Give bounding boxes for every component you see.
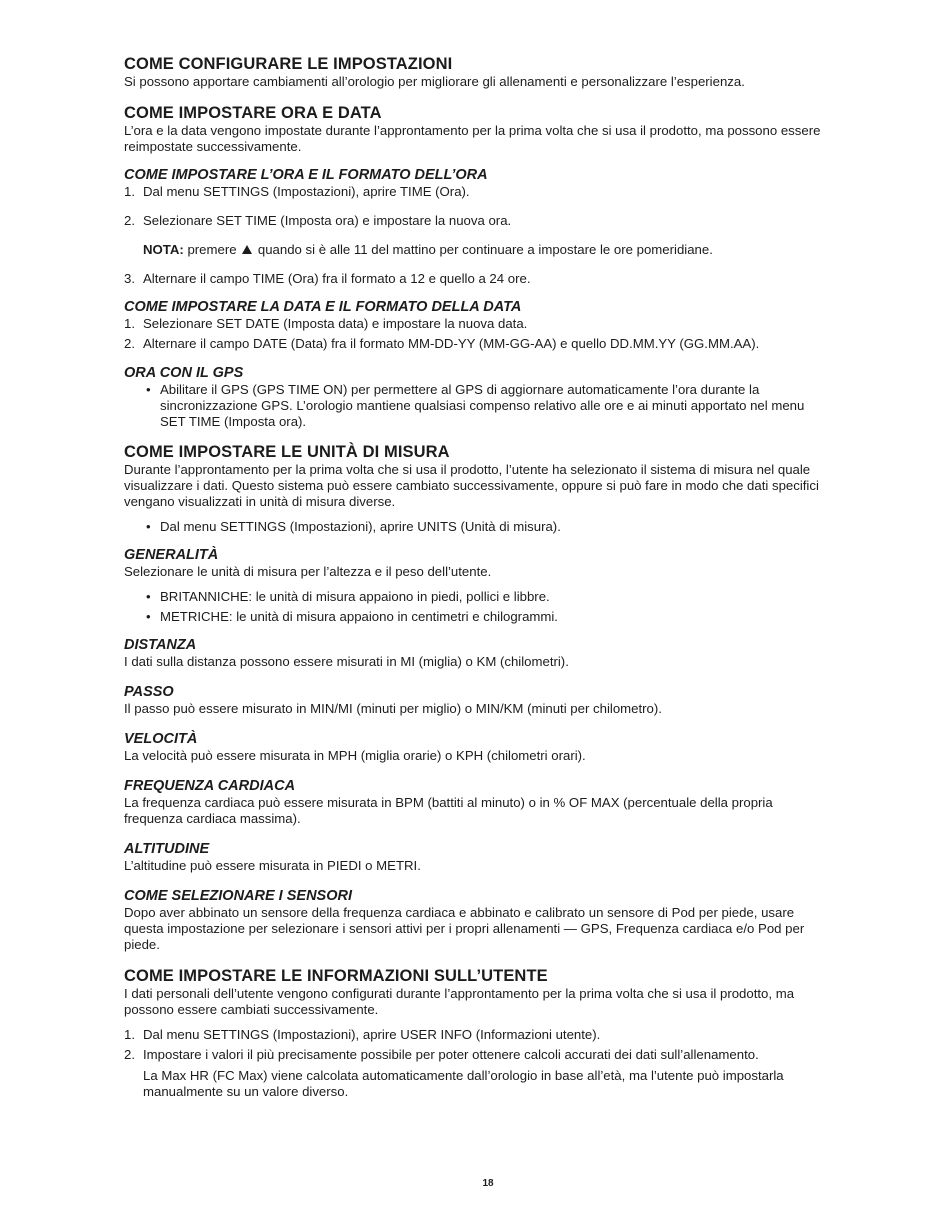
note-paragraph <box>124 242 828 258</box>
list-item <box>124 316 828 332</box>
bullet-icon: • <box>146 609 151 624</box>
list-text: Dal menu SETTINGS (Impostazioni), aprire USER INFO (Informazioni utente). <box>143 1027 601 1042</box>
list-item <box>124 1047 828 1063</box>
list-item <box>124 336 828 352</box>
heading-set-time-format: COME IMPOSTARE L’ORA E IL FORMATO DELL’ORA <box>124 167 488 183</box>
heading-user-info: COME IMPOSTARE LE INFORMAZIONI SULL’UTENTE <box>124 967 548 985</box>
bullet-text: METRICHE: le unità di misura appaiono in centimetri e chilogrammi. <box>160 609 558 624</box>
paragraph-max-hr: La Max HR (FC Max) viene calcolata automaticamente dall’orologio in base all’età, ma l’utente può impostarla manualmente su un valore diverso. <box>143 1068 784 1099</box>
list-text: Dal menu SETTINGS (Impostazioni), aprire TIME (Ora). <box>143 184 470 199</box>
list-number: 2. <box>124 336 135 351</box>
bullet-text: BRITANNICHE: le unità di misura appaiono in piedi, pollici e libbre. <box>160 589 550 604</box>
list-number: 3. <box>124 271 135 286</box>
document-page <box>124 52 828 1100</box>
bullet-item <box>124 609 828 625</box>
paragraph-time-date: L’ora e la data vengono impostate durante l’approntamento per la prima volta che si usa il prodotto, ma possono essere reimpostate successivamente. <box>124 123 821 154</box>
heading-configure-settings: COME CONFIGURARE LE IMPOSTAZIONI <box>124 55 453 73</box>
list-text: Alternare il campo DATE (Data) fra il formato MM-DD-YY (MM-GG-AA) e quello DD.MM.YY (GG.MM.AA). <box>143 336 760 351</box>
heading-set-time-date: COME IMPOSTARE ORA E DATA <box>124 104 382 122</box>
list-number: 1. <box>124 184 135 199</box>
heading-heart-rate: FREQUENZA CARDIACA <box>124 778 296 794</box>
paragraph-general: Selezionare le unità di misura per l’altezza e il peso dell’utente. <box>124 564 492 579</box>
paragraph-heart-rate: La frequenza cardiaca può essere misurata in BPM (battiti al minuto) o in % OF MAX (percentuale della propria frequenza cardiaca massima). <box>124 795 773 826</box>
list-number: 2. <box>124 1047 135 1062</box>
bullet-icon: • <box>146 589 151 604</box>
page-number: 18 <box>482 1178 494 1189</box>
paragraph-intro: Si possono apportare cambiamenti all’orologio per migliorare gli allenamenti e personalizzare l’esperienza. <box>124 74 745 89</box>
heading-select-sensors: COME SELEZIONARE I SENSORI <box>124 888 352 904</box>
paragraph-units: Durante l’approntamento per la prima volta che si usa il prodotto, l’utente ha selezionato il sistema di misura nel quale visualizzare i dati. Questo sistema può essere cambiato successivamente, oppure si può fare in modo che dati specifici vengano visualizzati in unità di misura diverse. <box>124 462 819 509</box>
list-text: Alternare il campo TIME (Ora) fra il formato a 12 e quello a 24 ore. <box>143 271 531 286</box>
list-number: 1. <box>124 316 135 331</box>
list-item <box>124 1027 828 1043</box>
paragraph-pace: Il passo può essere misurato in MIN/MI (minuti per miglio) o MIN/KM (minuti per chilometro). <box>124 701 662 716</box>
list-text: Selezionare SET TIME (Imposta ora) e impostare la nuova ora. <box>143 213 512 228</box>
bullet-icon: • <box>146 519 151 534</box>
paragraph-user-info: I dati personali dell’utente vengono configurati durante l’approntamento per la prima volta che si usa il prodotto, ma possono essere cambiati successivamente. <box>124 986 795 1017</box>
list-item <box>124 271 828 287</box>
list-item <box>124 213 828 229</box>
bullet-item <box>124 589 828 605</box>
heading-altitude: ALTITUDINE <box>124 841 210 857</box>
heading-set-units: COME IMPOSTARE LE UNITÀ DI MISURA <box>124 443 450 461</box>
bullet-text: Dal menu SETTINGS (Impostazioni), aprire UNITS (Unità di misura). <box>160 519 561 534</box>
list-number: 2. <box>124 213 135 228</box>
note-label: NOTA: <box>143 242 184 257</box>
list-number: 1. <box>124 1027 135 1042</box>
heading-distance: DISTANZA <box>124 637 197 653</box>
bullet-item <box>124 382 828 430</box>
note-text-after: quando si è alle 11 del mattino per continuare a impostare le ore pomeridiane. <box>254 242 713 257</box>
paragraph-distance: I dati sulla distanza possono essere misurati in MI (miglia) o KM (chilometri). <box>124 654 569 669</box>
list-text: Impostare i valori il più precisamente possibile per poter ottenere calcoli accurati dei dati sull’allenamento. <box>143 1047 759 1062</box>
heading-general: GENERALITÀ <box>124 547 219 563</box>
paragraph-speed: La velocità può essere misurata in MPH (miglia orarie) o KPH (chilometri orari). <box>124 748 586 763</box>
bullet-item <box>124 519 828 535</box>
heading-set-date-format: COME IMPOSTARE LA DATA E IL FORMATO DELLA DATA <box>124 299 522 315</box>
heading-speed: VELOCITÀ <box>124 731 198 747</box>
paragraph-altitude: L’altitudine può essere misurata in PIEDI o METRI. <box>124 858 421 873</box>
list-item <box>124 184 828 200</box>
heading-gps-time: ORA CON IL GPS <box>124 365 244 381</box>
list-text: Selezionare SET DATE (Imposta data) e impostare la nuova data. <box>143 316 528 331</box>
bullet-text: Abilitare il GPS (GPS TIME ON) per permettere al GPS di aggiornare automaticamente l’ora durante la sincronizzazione GPS. L’orologio mantiene qualsiasi compenso relativo alle ore e ai minuti apportato nel menu SET TIME (Imposta ora). <box>160 382 805 429</box>
up-arrow-icon <box>242 245 252 254</box>
heading-pace: PASSO <box>124 684 174 700</box>
bullet-icon: • <box>146 382 151 397</box>
paragraph-sensors: Dopo aver abbinato un sensore della frequenza cardiaca e abbinato e calibrato un sensore di Pod per piede, usare questa impostazione per selezionare i sensori attivi per i propri allenamenti — GPS, Frequenza cardiaca e/o Pod per piede. <box>124 905 805 952</box>
note-text-before: premere <box>183 242 241 257</box>
